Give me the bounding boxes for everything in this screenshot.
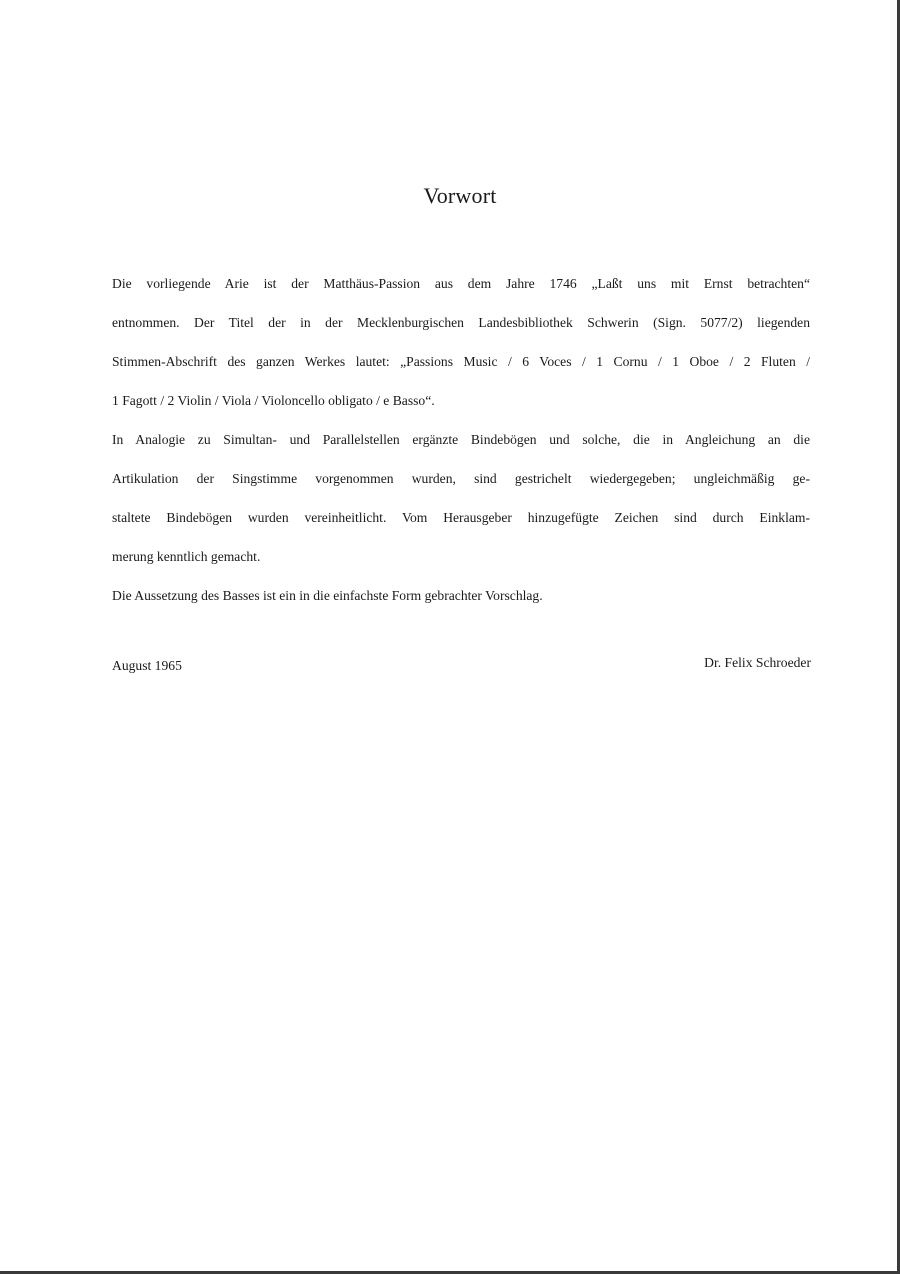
paragraph-line: 1 Fagott / 2 Violin / Viola / Violoncello obligato / e Basso“. — [112, 393, 435, 408]
paragraph-2 — [112, 420, 810, 576]
paragraph-1 — [112, 264, 810, 420]
page-title: Vorwort — [423, 183, 497, 208]
preface-author: Dr. Felix Schroeder — [704, 655, 811, 670]
paragraph-line: Die Aussetzung des Basses ist ein in die einfachste Form gebrachter Vorschlag. — [112, 588, 543, 603]
paragraph-line: entnommen. Der Titel der in der Mecklenburgischen Landesbibliothek Schwerin (Sign. 5077/2) liegenden — [112, 315, 810, 330]
paragraph-line: In Analogie zu Simultan- und Parallelstellen ergänzte Bindebögen und solche, die in Angleichung an die — [112, 432, 810, 447]
preface-body — [112, 264, 810, 615]
paragraph-line: staltete Bindebögen wurden vereinheitlicht. Vom Herausgeber hinzugefügte Zeichen sind durch Einklam- — [112, 510, 810, 525]
paragraph-line: Stimmen-Abschrift des ganzen Werkes lautet: „Passions Music / 6 Voces / 1 Cornu / 1 Oboe / 2 Fluten / — [112, 354, 810, 369]
paragraph-line: Artikulation der Singstimme vorgenommen wurden, sind gestrichelt wiedergegeben; ungleichmäßig ge- — [112, 471, 810, 486]
paragraph-line: merung kenntlich gemacht. — [112, 549, 261, 564]
preface-date: August 1965 — [112, 658, 182, 673]
paragraph-line: Die vorliegende Arie ist der Matthäus-Passion aus dem Jahre 1746 „Laßt uns mit Ernst betrachten“ — [112, 276, 810, 291]
paragraph-3 — [112, 576, 810, 615]
